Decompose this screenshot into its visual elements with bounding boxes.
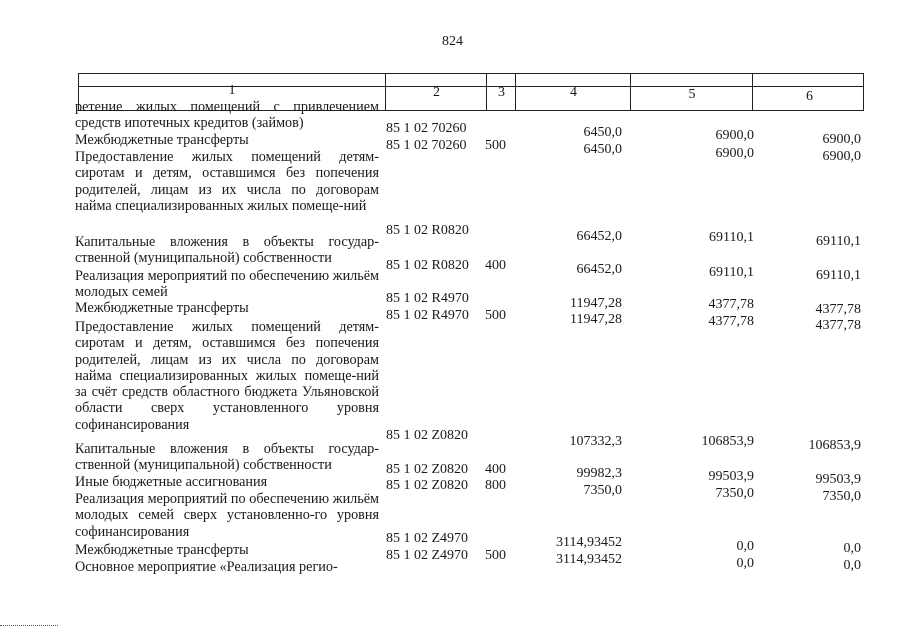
row-value-col4: 99982,3 — [576, 466, 622, 481]
row-value-col5: 6900,0 — [715, 146, 754, 161]
description-2: Межбюджетные трансферты — [75, 132, 249, 148]
description-9: Иные бюджетные ассигнования — [75, 474, 268, 490]
header-col-4: 4 — [515, 74, 631, 110]
row-vr: 500 — [485, 548, 506, 563]
row-value-col4: 7350,0 — [583, 483, 622, 498]
row-value-col6: 6900,0 — [822, 132, 861, 147]
row-value-col5: 0,0 — [736, 539, 754, 554]
header-col-3: 3 — [486, 74, 516, 110]
header-col-5: 5 — [630, 74, 753, 110]
description-4: Капитальные вложения в объекты государ-ственной (муниципальной) собственности — [75, 234, 379, 267]
row-value-col6: 7350,0 — [822, 489, 861, 504]
row-value-col6: 0,0 — [843, 558, 861, 573]
row-value-col5: 7350,0 — [715, 486, 754, 501]
description-5: Реализация мероприятий по обеспечению жильём молодых семей — [75, 268, 379, 301]
row-code: 85 1 02 R4970 — [386, 308, 469, 323]
page-number: 824 — [442, 34, 463, 49]
row-value-col6: 4377,78 — [815, 302, 861, 317]
header-col-6: 6 — [752, 74, 866, 110]
row-value-col5: 69110,1 — [709, 230, 754, 245]
row-value-col6: 69110,1 — [816, 234, 861, 249]
row-value-col6: 99503,9 — [815, 472, 861, 487]
row-value-col6: 4377,78 — [815, 318, 861, 333]
row-value-col6: 106853,9 — [808, 438, 861, 453]
row-code: 85 1 02 Z0820 — [386, 478, 469, 493]
description-12: Основное мероприятие «Реализация регио- — [75, 559, 338, 575]
row-value-col4: 107332,3 — [569, 434, 622, 449]
row-vr: 500 — [485, 308, 506, 323]
row-value-col5: 6900,0 — [715, 128, 754, 143]
row-value-col4: 6450,0 — [583, 142, 622, 157]
description-8: Капитальные вложения в объекты государ-ственной (муниципальной) собственности — [75, 441, 379, 474]
row-value-col5: 106853,9 — [701, 434, 754, 449]
row-code: 85 1 02 Z4970 — [386, 548, 469, 563]
footer-dotted-rule — [0, 625, 58, 626]
row-value-col5: 4377,78 — [708, 297, 754, 312]
row-vr: 400 — [485, 258, 506, 273]
row-value-col4: 3114,93452 — [556, 535, 622, 550]
header-col-2: 2 — [385, 74, 487, 110]
description-10: Реализация мероприятий по обеспечению жильём молодых семей сверх установленно-го уровня софинансирования — [75, 491, 379, 540]
row-value-col5: 0,0 — [736, 556, 754, 571]
row-code: 85 1 02 Z0820 — [386, 428, 469, 443]
row-value-col4: 66452,0 — [576, 262, 622, 277]
row-vr: 500 — [485, 138, 506, 153]
row-value-col5: 99503,9 — [708, 469, 754, 484]
row-value-col4: 11947,28 — [570, 296, 622, 311]
row-value-col4: 11947,28 — [570, 312, 622, 327]
description-3: Предоставление жилых помещений детям-сиротам и детям, оставшимся без попечения родителей, лицам из их числа по договорам найма специализированных жилых помеще-ний — [75, 149, 379, 214]
row-value-col6: 6900,0 — [822, 149, 861, 164]
row-value-col4: 6450,0 — [583, 125, 622, 140]
row-value-col4: 66452,0 — [576, 229, 622, 244]
header-col-1: 1 — [228, 83, 236, 98]
row-code: 85 1 02 R0820 — [386, 258, 469, 273]
row-value-col6: 69110,1 — [816, 268, 861, 283]
row-code: 85 1 02 70260 — [386, 121, 467, 136]
description-7: Предоставление жилых помещений детям-сиротам и детям, оставшимся без попечения родителей, лицам из их числа по договорам найма специализированных жилых помеще-ний за счёт средств областного бюджета Ульяновской области сверх установленного уровня софинансирования — [75, 319, 379, 433]
row-vr: 800 — [485, 478, 506, 493]
description-1: ретение жилых помещений с привлечением средств ипотечных кредитов (займов) — [75, 99, 379, 132]
row-value-col4: 3114,93452 — [556, 552, 622, 567]
row-code: 85 1 02 R0820 — [386, 223, 469, 238]
row-code: 85 1 02 R4970 — [386, 291, 469, 306]
row-value-col5: 69110,1 — [709, 265, 754, 280]
row-code: 85 1 02 Z4970 — [386, 531, 469, 546]
description-6: Межбюджетные трансферты — [75, 300, 249, 316]
row-code: 85 1 02 Z0820 — [386, 462, 469, 477]
description-11: Межбюджетные трансферты — [75, 542, 249, 558]
row-code: 85 1 02 70260 — [386, 138, 467, 153]
row-value-col5: 4377,78 — [708, 314, 754, 329]
row-vr: 400 — [485, 462, 506, 477]
row-value-col6: 0,0 — [843, 541, 861, 556]
